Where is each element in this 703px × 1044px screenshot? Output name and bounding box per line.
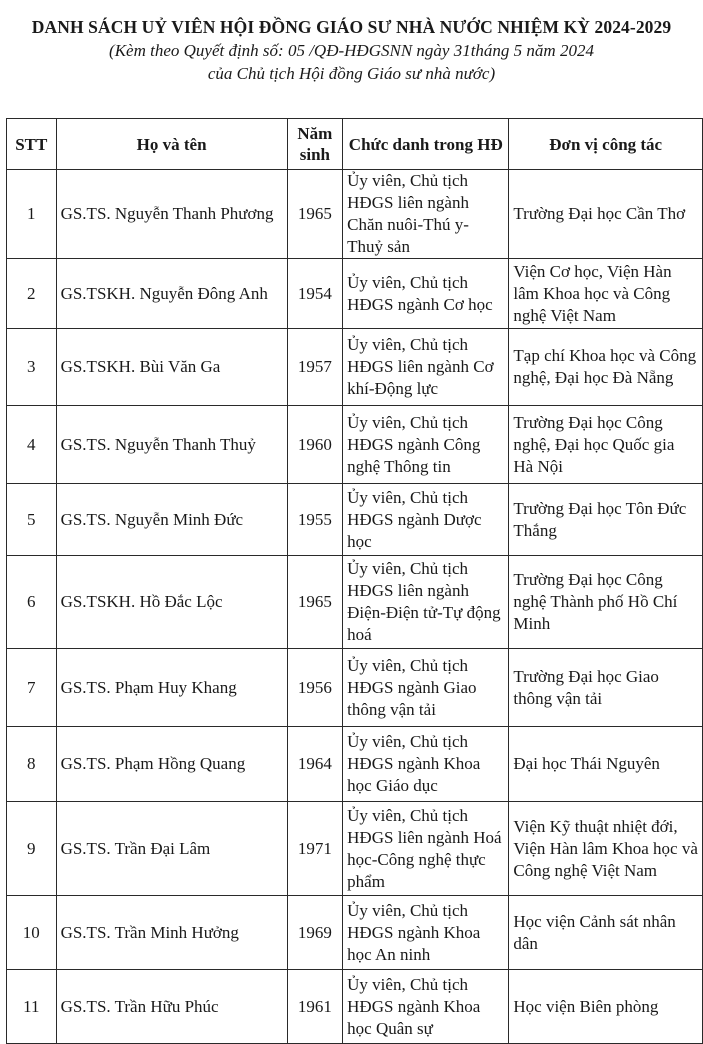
cell-role: Ủy viên, Chủ tịch HĐGS ngành Công nghệ Thông tin: [343, 406, 509, 484]
cell-birth-year: 1956: [287, 649, 343, 727]
cell-birth-year: 1965: [287, 170, 343, 259]
table-row: [7, 556, 703, 649]
cell-stt: 11: [7, 970, 57, 1044]
table-row: [7, 484, 703, 556]
table-row: [7, 259, 703, 329]
table-row: [7, 649, 703, 727]
cell-unit: Tạp chí Khoa học và Công nghệ, Đại học Đà Nẵng: [509, 329, 703, 406]
table-row: [7, 727, 703, 802]
table-row: [7, 406, 703, 484]
decision-reference: (Kèm theo Quyết định số: 05 /QĐ-HĐGSNN ngày 31tháng 5 năm 2024: [109, 41, 594, 60]
cell-unit: Trường Đại học Giao thông vận tải: [509, 649, 703, 727]
cell-name: GS.TS. Nguyễn Minh Đức: [56, 484, 287, 556]
issuer-line: của Chủ tịch Hội đồng Giáo sư nhà nước): [207, 64, 496, 83]
cell-stt: 7: [7, 649, 57, 727]
column-header-name: Họ và tên: [56, 119, 287, 170]
cell-stt: 6: [7, 556, 57, 649]
cell-stt: 8: [7, 727, 57, 802]
cell-role: Ủy viên, Chủ tịch HĐGS liên ngành Điện-Điện tử-Tự động hoá: [343, 556, 509, 649]
cell-name: GS.TS. Phạm Huy Khang: [56, 649, 287, 727]
cell-birth-year: 1971: [287, 802, 343, 896]
cell-name: GS.TS. Trần Hữu Phúc: [56, 970, 287, 1044]
cell-unit: Trường Đại học Công nghệ Thành phố Hồ Chí Minh: [509, 556, 703, 649]
cell-unit: Viện Cơ học, Viện Hàn lâm Khoa học và Công nghệ Việt Nam: [509, 259, 703, 329]
cell-birth-year: 1969: [287, 896, 343, 970]
cell-birth-year: 1957: [287, 329, 343, 406]
table-row: [7, 802, 703, 896]
cell-role: Ủy viên, Chủ tịch HĐGS ngành Khoa học An ninh: [343, 896, 509, 970]
column-header-unit: Đơn vị công tác: [509, 119, 703, 170]
cell-unit: Viện Kỹ thuật nhiệt đới, Viện Hàn lâm Khoa học và Công nghệ Việt Nam: [509, 802, 703, 896]
table-row: [7, 896, 703, 970]
cell-unit: Học viện Cảnh sát nhân dân: [509, 896, 703, 970]
column-header-stt: STT: [7, 119, 57, 170]
cell-birth-year: 1964: [287, 727, 343, 802]
members-table: [6, 118, 703, 1044]
cell-role: Ủy viên, Chủ tịch HĐGS ngành Khoa học Quân sự: [343, 970, 509, 1044]
cell-name: GS.TSKH. Hồ Đắc Lộc: [56, 556, 287, 649]
cell-role: Ủy viên, Chủ tịch HĐGS ngành Giao thông vận tải: [343, 649, 509, 727]
cell-unit: Đại học Thái Nguyên: [509, 727, 703, 802]
cell-name: GS.TS. Nguyễn Thanh Phương: [56, 170, 287, 259]
cell-unit: Học viện Biên phòng: [509, 970, 703, 1044]
table-header-row: [7, 119, 703, 170]
cell-name: GS.TSKH. Nguyễn Đông Anh: [56, 259, 287, 329]
cell-stt: 4: [7, 406, 57, 484]
cell-stt: 1: [7, 170, 57, 259]
cell-stt: 10: [7, 896, 57, 970]
cell-role: Ủy viên, Chủ tịch HĐGS ngành Dược học: [343, 484, 509, 556]
cell-birth-year: 1954: [287, 259, 343, 329]
table-row: [7, 329, 703, 406]
table-row: [7, 970, 703, 1044]
cell-stt: 2: [7, 259, 57, 329]
cell-birth-year: 1955: [287, 484, 343, 556]
cell-stt: 3: [7, 329, 57, 406]
cell-name: GS.TSKH. Bùi Văn Ga: [56, 329, 287, 406]
cell-name: GS.TS. Trần Đại Lâm: [56, 802, 287, 896]
document-title: DANH SÁCH UỶ VIÊN HỘI ĐỒNG GIÁO SƯ NHÀ NƯỚC NHIỆM KỲ 2024-2029: [31, 17, 672, 37]
cell-role: Ủy viên, Chủ tịch HĐGS ngành Khoa học Giáo dục: [343, 727, 509, 802]
cell-role: Ủy viên, Chủ tịch HĐGS liên ngành Cơ khí-Động lực: [343, 329, 509, 406]
cell-stt: 5: [7, 484, 57, 556]
cell-unit: Trường Đại học Tôn Đức Thắng: [509, 484, 703, 556]
column-header-role: Chức danh trong HĐ: [343, 119, 509, 170]
cell-birth-year: 1960: [287, 406, 343, 484]
cell-role: Ủy viên, Chủ tịch HĐGS liên ngành Hoá học-Công nghệ thực phẩm: [343, 802, 509, 896]
cell-name: GS.TS. Nguyễn Thanh Thuỷ: [56, 406, 287, 484]
cell-name: GS.TS. Trần Minh Hưởng: [56, 896, 287, 970]
cell-name: GS.TS. Phạm Hồng Quang: [56, 727, 287, 802]
cell-birth-year: 1961: [287, 970, 343, 1044]
cell-birth-year: 1965: [287, 556, 343, 649]
table-row: [7, 170, 703, 259]
cell-unit: Trường Đại học Cần Thơ: [509, 170, 703, 259]
cell-stt: 9: [7, 802, 57, 896]
cell-unit: Trường Đại học Công nghệ, Đại học Quốc gia Hà Nội: [509, 406, 703, 484]
cell-role: Ủy viên, Chủ tịch HĐGS ngành Cơ học: [343, 259, 509, 329]
cell-role: Ủy viên, Chủ tịch HĐGS liên ngành Chăn nuôi-Thú y-Thuỷ sản: [343, 170, 509, 259]
column-header-birth-year: Năm sinh: [287, 119, 343, 170]
